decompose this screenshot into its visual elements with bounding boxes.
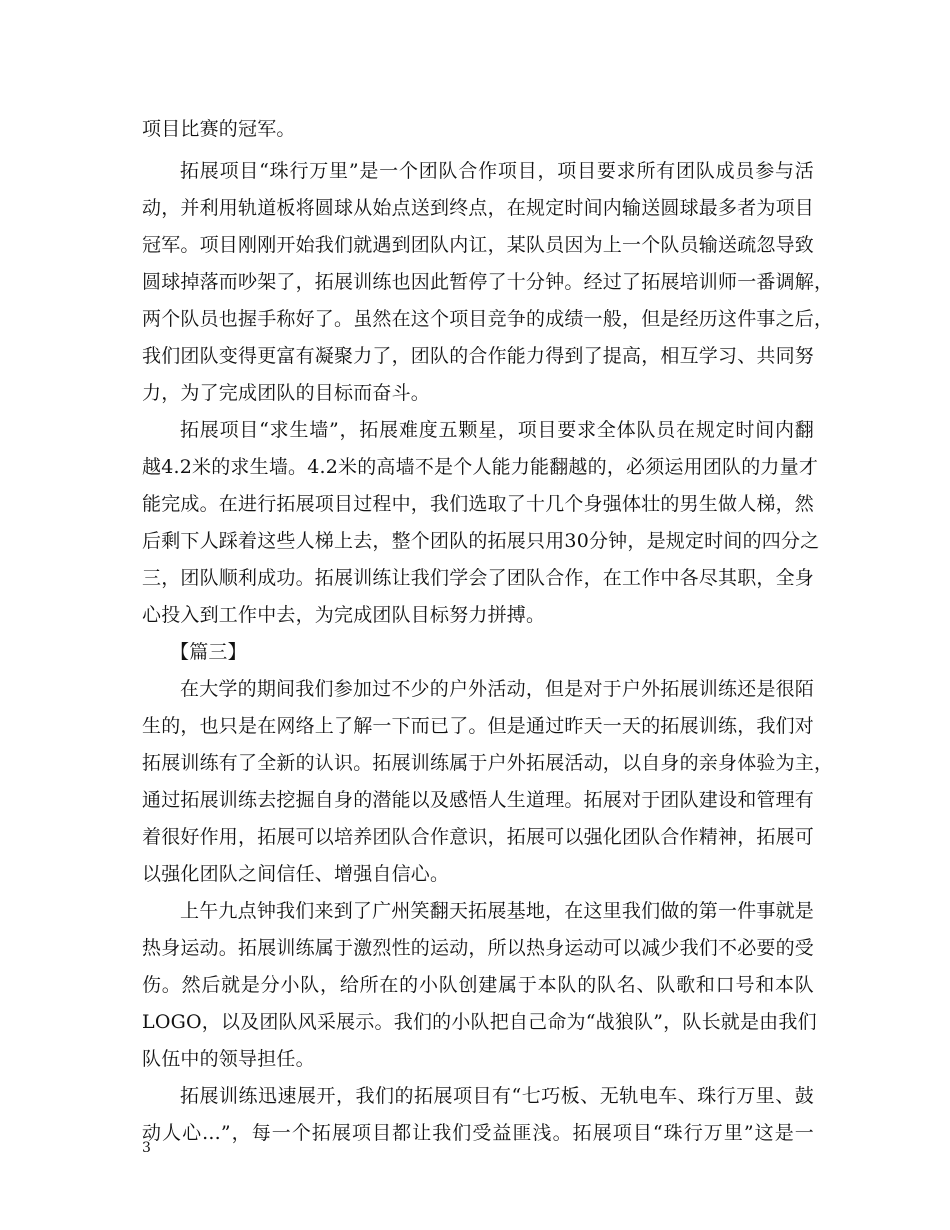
- text-line: 拓展训练有了全新的认识。拓展训练属于户外拓展活动，以自身的亲身体验为主，: [142, 752, 834, 774]
- text-line: 动人心...”，每一个拓展项目都让我们受益匪浅。拓展项目“珠行万里”这是一: [142, 1122, 814, 1144]
- text-line: 通过拓展训练去挖掘自身的潜能以及感悟人生道理。拓展对于团队建设和管理有: [142, 789, 815, 811]
- paragraph-first-line: 拓展项目“求生墙”，拓展难度五颗星，项目要求全体队员在规定时间内翻: [180, 419, 814, 441]
- paragraph-first-line: 上午九点钟我们来到了广州笑翻天拓展基地，在这里我们做的第一件事就是: [180, 900, 814, 922]
- page-number: 3: [142, 1140, 151, 1156]
- text-line: 后剩下人踩着这些人梯上去，整个团队的拓展只用30分钟，是规定时间的四分之: [142, 530, 820, 552]
- text-line: 动，并利用轨道板将圆球从始点送到终点，在规定时间内输送圆球最多者为项目: [142, 197, 815, 219]
- text-line: 生的，也只是在网络上了解一下而已了。但是通过昨天一天的拓展训练，我们对: [142, 715, 815, 737]
- text-line: 两个队员也握手称好了。虽然在这个项目竞争的成绩一般，但是经历这件事之后，: [142, 308, 834, 330]
- text-line: 队伍中的领导担任。: [142, 1048, 315, 1070]
- text-line: LOGO，以及团队风采展示。我们的小队把自己命为“战狼队”，队长就是由我们: [142, 1011, 817, 1033]
- text-line: 能完成。在进行拓展项目过程中，我们选取了十几个身强体壮的男生做人梯，然: [142, 493, 815, 515]
- text-line: 以强化团队之间信任、增强自信心。: [142, 863, 450, 885]
- text-line: 心投入到工作中去，为完成团队目标努力拼搏。: [142, 604, 546, 626]
- text-line: 伤。然后就是分小队，给所在的小队创建属于本队的队名、队歌和口号和本队: [142, 974, 814, 996]
- text-line: 越4.2米的求生墙。4.2米的高墙不是个人能力能翻越的，必须运用团队的力量才: [142, 456, 819, 478]
- text-line: 冠军。项目刚刚开始我们就遇到团队内讧，某队员因为上一个队员输送疏忽导致: [142, 234, 815, 256]
- paragraph-first-line: 拓展项目“珠行万里”是一个团队合作项目，项目要求所有团队成员参与活: [180, 160, 814, 182]
- section-heading: 【篇三】: [170, 641, 247, 663]
- text-line: 项目比赛的冠军。: [142, 118, 296, 140]
- paragraph-first-line: 拓展训练迅速展开，我们的拓展项目有“七巧板、无轨电车、珠行万里、鼓: [180, 1085, 814, 1107]
- text-line: 圆球掉落而吵架了，拓展训练也因此暂停了十分钟。经过了拓展培训师一番调解，: [142, 271, 834, 293]
- paragraph-first-line: 在大学的期间我们参加过不少的户外活动，但是对于户外拓展训练还是很陌: [180, 678, 814, 700]
- text-line: 我们团队变得更富有凝聚力了，团队的合作能力得到了提高，相互学习、共同努: [142, 345, 815, 367]
- text-line: 热身运动。拓展训练属于激烈性的运动，所以热身运动可以减少我们不必要的受: [142, 937, 815, 959]
- text-line: 三，团队顺利成功。拓展训练让我们学会了团队合作，在工作中各尽其职，全身: [142, 567, 815, 589]
- text-line: 力，为了完成团队的目标而奋斗。: [142, 382, 431, 404]
- text-line: 着很好作用，拓展可以培养团队合作意识，拓展可以强化团队合作精神，拓展可: [142, 826, 815, 848]
